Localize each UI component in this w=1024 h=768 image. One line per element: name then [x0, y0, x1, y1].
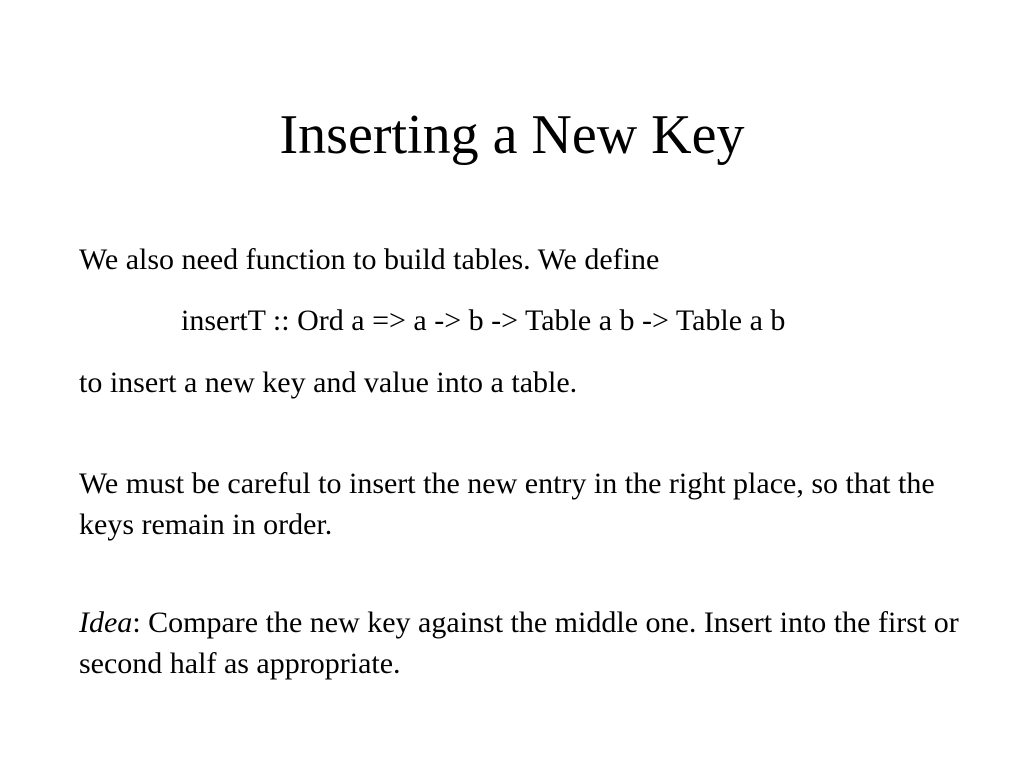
idea-paragraph	[79, 602, 959, 684]
idea-label: Idea	[79, 606, 133, 639]
careful-note: We must be careful to insert the new entry in the right place, so that the keys remain in order.	[79, 467, 935, 541]
signature-explanation: to insert a new key and value into a table.	[79, 366, 578, 399]
type-signature: insertT :: Ord a => a -> b -> Table a b -> Table a b	[181, 304, 786, 337]
slide-title: Inserting a New Key	[279, 104, 745, 166]
intro-text: We also need function to build tables. We define	[79, 243, 660, 276]
idea-text: : Compare the new key against the middle one. Insert into the first or second half as appropriate.	[79, 606, 959, 680]
